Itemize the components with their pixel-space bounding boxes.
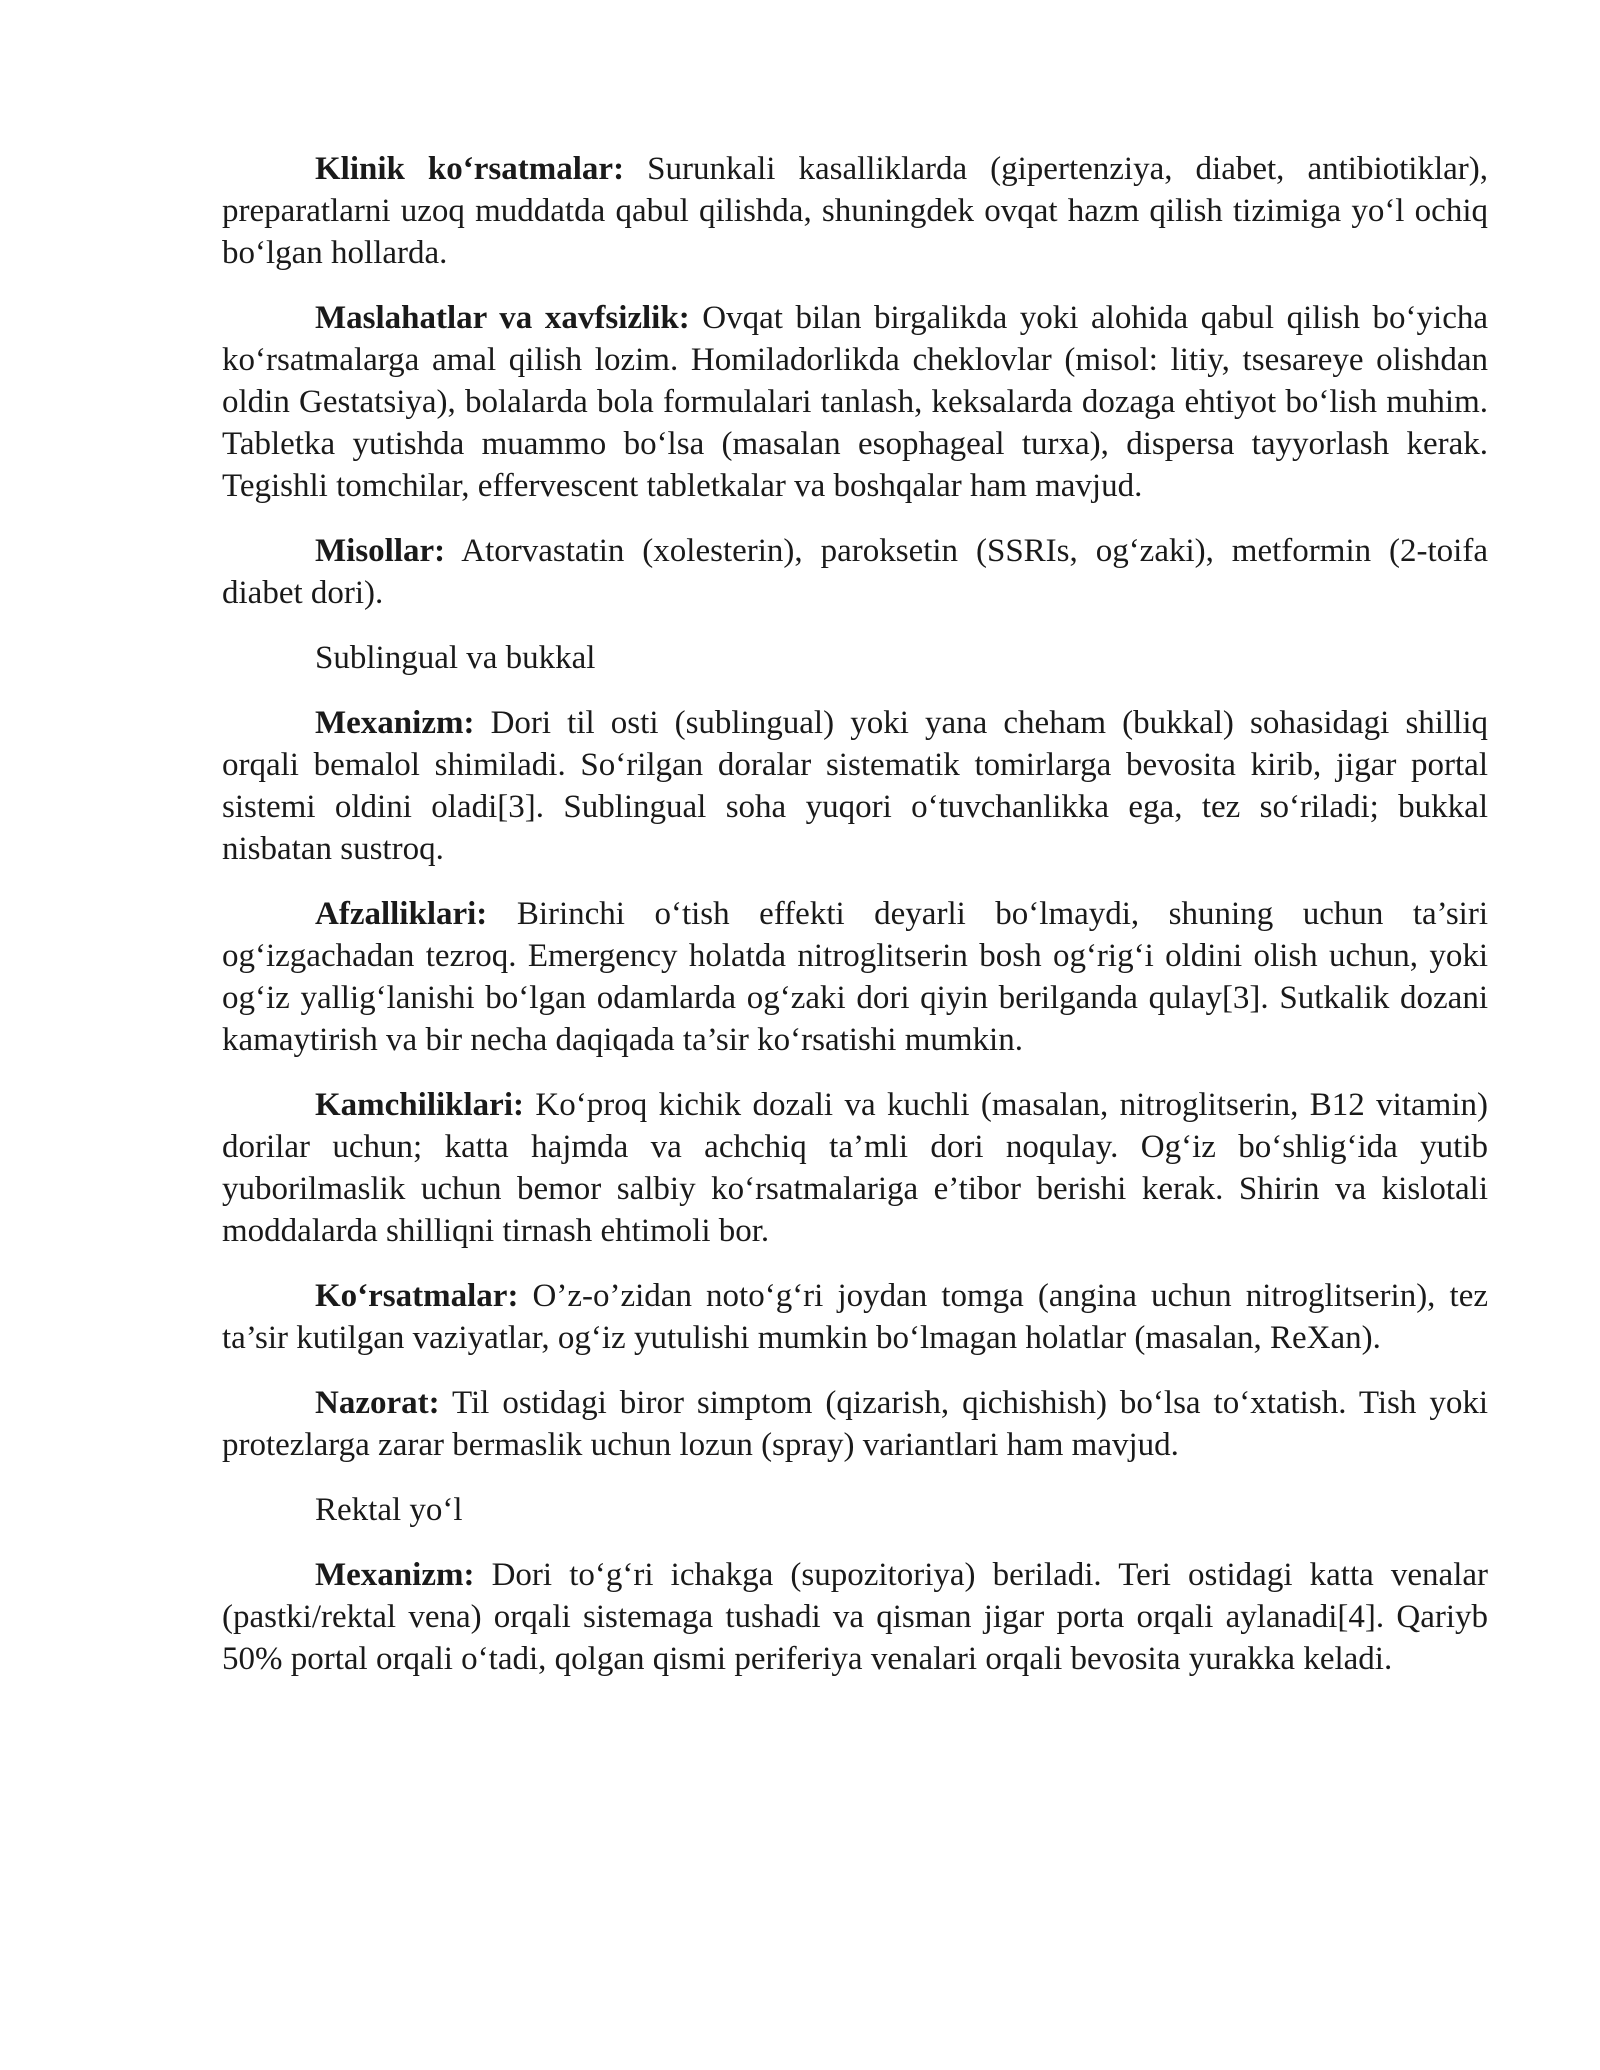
paragraph-label: Mexanizm:: [315, 705, 475, 741]
section-heading-rektal: Rektal yo‘l: [315, 1492, 463, 1528]
paragraph-label: Mexanizm:: [315, 1557, 475, 1593]
paragraph-text: Til ostidagi biror simptom (qizarish, qichishish) bo‘lsa to‘xtatish. Tish yoki protezlarga zarar bermaslik uchun lozun (spray) variantlari ham mavjud.: [222, 1385, 1488, 1463]
paragraph-mexanizm-rektal: [222, 1554, 1488, 1680]
paragraph-label: Kamchiliklari:: [315, 1087, 524, 1123]
paragraph-nazorat: [222, 1382, 1488, 1466]
paragraph-korsatmalar: [222, 1275, 1488, 1359]
paragraph-text: Surunkali kasalliklarda (gipertenziya, diabet, antibiotiklar), preparatlarni uzoq muddatda qabul qilishda, shuningdek ovqat hazm qilish tizimiga yo‘l ochiq bo‘lgan hollarda.: [222, 151, 1489, 271]
paragraph-mexanizm-sublingual: [222, 702, 1488, 870]
document-page: [222, 148, 1488, 1703]
paragraph-maslahatlar: [222, 297, 1488, 507]
paragraph-label: Ko‘rsatmalar:: [315, 1278, 519, 1314]
paragraph-label: Afzalliklari:: [315, 896, 488, 932]
paragraph-klinik-korsatmalar: [222, 148, 1488, 274]
paragraph-label: Misollar:: [315, 533, 446, 569]
paragraph-text: O’z-o’zidan noto‘g‘ri joydan tomga (angina uchun nitroglitserin), tez ta’sir kutilgan vaziyatlar, og‘iz yutulishi mumkin bo‘lmagan holatlar (masalan, ReXan).: [222, 1278, 1488, 1356]
paragraph-text: Birinchi o‘tish effekti deyarli bo‘lmaydi, shuning uchun ta’siri og‘izgachadan tezroq. Emergency holatda nitroglitserin bosh og‘rig‘i oldini olish uchun, yoki og‘iz yallig‘lanishi bo‘lgan odamlarda og‘zaki dori qiyin berilganda qulay[3]. Sutkalik dozani kamaytirish va bir necha daqiqada ta’sir ko‘rsatishi mumkin.: [222, 896, 1488, 1058]
paragraph-text: Dori to‘g‘ri ichakga (supozitoriya) beriladi. Teri ostidagi katta venalar (pastki/rektal vena) orqali sistemaga tushadi va qisman jigar porta orqali aylanadi[4]. Qariyb 50% portal orqali o‘tadi, qolgan qismi periferiya venalari orqali bevosita yurakka keladi.: [222, 1557, 1488, 1677]
paragraph-text: Atorvastatin (xolesterin), paroksetin (SSRIs, og‘zaki), metformin (2-toifa diabet dori).: [222, 533, 1488, 611]
paragraph-label: Nazorat:: [315, 1385, 440, 1421]
paragraph-text: Dori til osti (sublingual) yoki yana cheham (bukkal) sohasidagi shilliq orqali bemalol shimiladi. So‘rilgan doralar sistematik tomirlarga bevosita kirib, jigar portal sistemi oldini oladi[3]. Sublingual soha yuqori o‘tuvchanlikka ega, tez so‘riladi; bukkal nisbatan sustroq.: [222, 705, 1488, 867]
paragraph-afzalliklari: [222, 893, 1488, 1061]
paragraph-label: Maslahatlar va xavfsizlik:: [315, 300, 690, 336]
paragraph-label: Klinik ko‘rsatmalar:: [315, 151, 625, 187]
paragraph-text: Ovqat bilan birgalikda yoki alohida qabul qilish bo‘yicha ko‘rsatmalarga amal qilish lozim. Homiladorlikda cheklovlar (misol: litiy, tsesareye olishdan oldin Gestatsiya), bolalarda bola formulalari tanlash, keksalarda dozaga ehtiyot bo‘lish muhim. Tabletka yutishda muammo bo‘lsa (masalan esophageal turxa), dispersa tayyorlash kerak. Tegishli tomchilar, effervescent tabletkalar va boshqalar ham mavjud.: [222, 300, 1488, 504]
paragraph-kamchiliklari: [222, 1084, 1488, 1252]
paragraph-text: Ko‘proq kichik dozali va kuchli (masalan, nitroglitserin, B12 vitamin) dorilar uchun; katta hajmda va achchiq ta’mli dori noqulay. Og‘iz bo‘shlig‘ida yutib yuborilmaslik uchun bemor salbiy ko‘rsatmalariga e’tibor berishi kerak. Shirin va kislotali moddalarda shilliqni tirnash ehtimoli bor.: [222, 1087, 1488, 1249]
section-heading-sublingual: Sublingual va bukkal: [315, 640, 596, 676]
paragraph-misollar: [222, 530, 1488, 614]
